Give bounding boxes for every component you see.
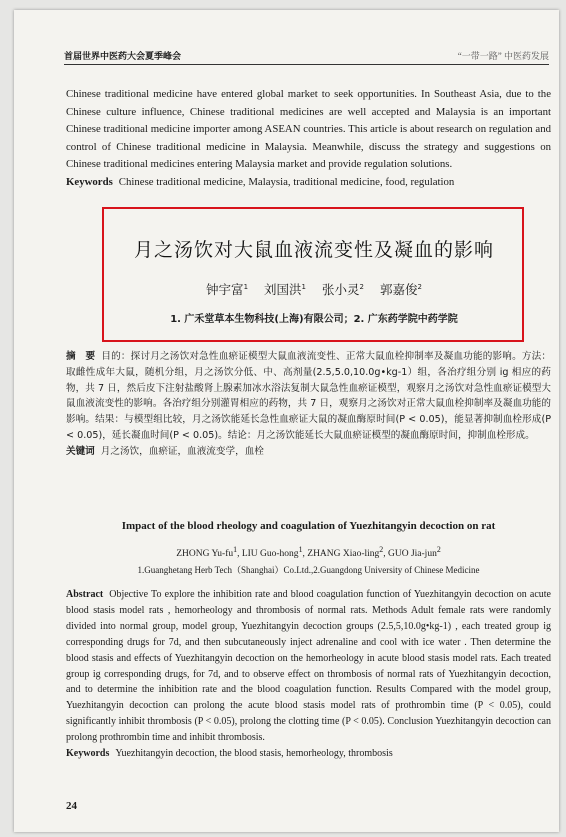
cn-affiliation: 1. 广禾堂草本生物科技(上海)有限公司；2. 广东药学院中药学院 (170, 314, 458, 325)
en-article-title: Impact of the blood rheology and coagulation of Yuezhitangyin decoction on rat (121, 520, 496, 532)
running-head-left: 首届世界中医药大会夏季峰会 (64, 51, 182, 61)
cn-article-title: 月之汤饮对大鼠血液流变性及凝血的影响 (133, 239, 494, 261)
en-authors: ZHONG $Yu-fu^1$, LIU Guo-hong$^1$, ZHANG Xiao-ling$^2$, GUO Jia-jun$^2$ (176, 545, 441, 560)
cn-author: 钟宇富$^1$ (206, 282, 249, 297)
intro-keywords-text: Chinese traditional medicine, Malaysia, traditional medicine, food, regulation (118, 175, 455, 188)
page-number: 24 (66, 800, 77, 812)
en-author: LIU Guo-hong$^1$ (241, 545, 303, 560)
en-abstract (66, 587, 551, 762)
en-affiliation: 1.Guanghetang Herb Tech（Shanghai）Co.Ltd.,2.Guangdong University of Chinese Medicine (137, 565, 480, 575)
en-keywords (66, 746, 551, 762)
cn-keywords-label: 关键词 (66, 445, 95, 457)
cn-author: 刘国洪$^1$ (264, 282, 306, 297)
intro-keywords (66, 174, 551, 192)
cn-abstract-paragraph (66, 349, 551, 444)
en-abstract-text: Objective To explore the inhibition rate and blood coagulation function of Yuezhitangyin decoction on acute blood stasis model rats , hemorheology and thrombosis of normal rats. Methods Adult female rats were randomly divided into normal group, model group, Yuezhitangyin decoction groups (2.5,5,10.0g•kg-1) , each treated group ig corresponding drugs for 7d, and then subcutaneously inject adrenaline and cool with ice water . Then determine the blood stasis and effects of Yuezhitangyin decoction on the hemorheology in acute blood stasis model rats. Each treated group ig corresponding drugs, for 7d, and to observe effect on thrombosis of normal rats of Yuezhitangyin decoction, and to determine the inhibition rate and the blood coagulation function. Results Compared with the model group, Yuezhitangyin decoction can prolong the acute blood stasis model rats of prothrombin time (P < 0.05), could significantly inhibit thrombosis (P < 0.05), prolong the clotting time (P < 0.05). Conclusion Yuezhitangyin decoction can prolong prothrombin time and inhibit thrombosis. (66, 589, 551, 744)
en-author: ZHANG Xiao-ling$^2$ (307, 545, 384, 560)
journal-page (14, 10, 559, 832)
cn-abstract-text: 目的：探讨月之汤饮对急性血瘀证模型大鼠血液流变性、正常大鼠血栓抑制率及凝血功能的影响。方法：取雌性成年大鼠，随机分组，月之汤饮分低、中、高剂量(2.5,5.0,10.0g•kg-1）组，各治疗组分别 ig 相应的药物，共 7 日，然后皮下注射盐酸肾上腺素加冰水浴法复制大鼠急性血瘀证模型，观察月之汤饮对急性血瘀证模型大鼠血液流变性的影响。各治疗组分别灌胃相应的药物，共 7 日，观察月之汤饮对正常大鼠血栓抑制率及凝血功能的影响。结果：与模型组比较，月之汤饮能延长急性血瘀证大鼠的凝血酶原时间(P < 0.05)，能显著抑制血栓形成(P < 0.05)，延长凝血时间(P < 0.05)。结论：月之汤饮能延长大鼠血瘀证模型的凝血酶原时间，抑制血栓形成。 (66, 351, 552, 441)
running-head-right: “一带一路” 中医药发展 (457, 51, 549, 61)
running-head (64, 48, 549, 65)
intro-paragraph: Chinese traditional medicine have entered global market to seek opportunities. In Southeast Asia, due to the Chinese culture influence, Chinese traditional medicines are well accepted and Malaysia is an important Chinese traditional medicine importer among ASEAN countries. This article is about research on regulation and control of Chinese traditional medicine in Malaysia. Meanwhile, discuss the strategy and suggestions on Chinese traditional medicines entering Malaysia market and provide regulation solutions. (66, 88, 551, 170)
cn-author: 郭嘉俊$^2$ (379, 282, 422, 297)
en-keywords-label: Keywords (66, 748, 110, 760)
en-abstract-label: Abstract (66, 589, 104, 600)
cn-abstract-label: 摘 要 (66, 351, 96, 362)
intro-keywords-label: Keywords (66, 175, 113, 188)
en-author: ZHONG $Yu-fu^1$ (176, 545, 238, 560)
en-author: GUO Jia-jun$^2$ (388, 545, 441, 560)
cn-keywords (66, 444, 551, 460)
cn-authors (104, 280, 524, 298)
en-keywords-text: Yuezhitangyin decoction, the blood stasis, hemorheology, thrombosis (115, 748, 393, 760)
cn-abstract (66, 349, 551, 460)
intro-section (66, 86, 551, 191)
cn-author: 张小灵$^2$ (321, 282, 364, 297)
cn-keywords-text: 月之汤饮，血瘀证，血液流变学，血栓 (100, 445, 264, 457)
en-abstract-paragraph (66, 587, 551, 746)
